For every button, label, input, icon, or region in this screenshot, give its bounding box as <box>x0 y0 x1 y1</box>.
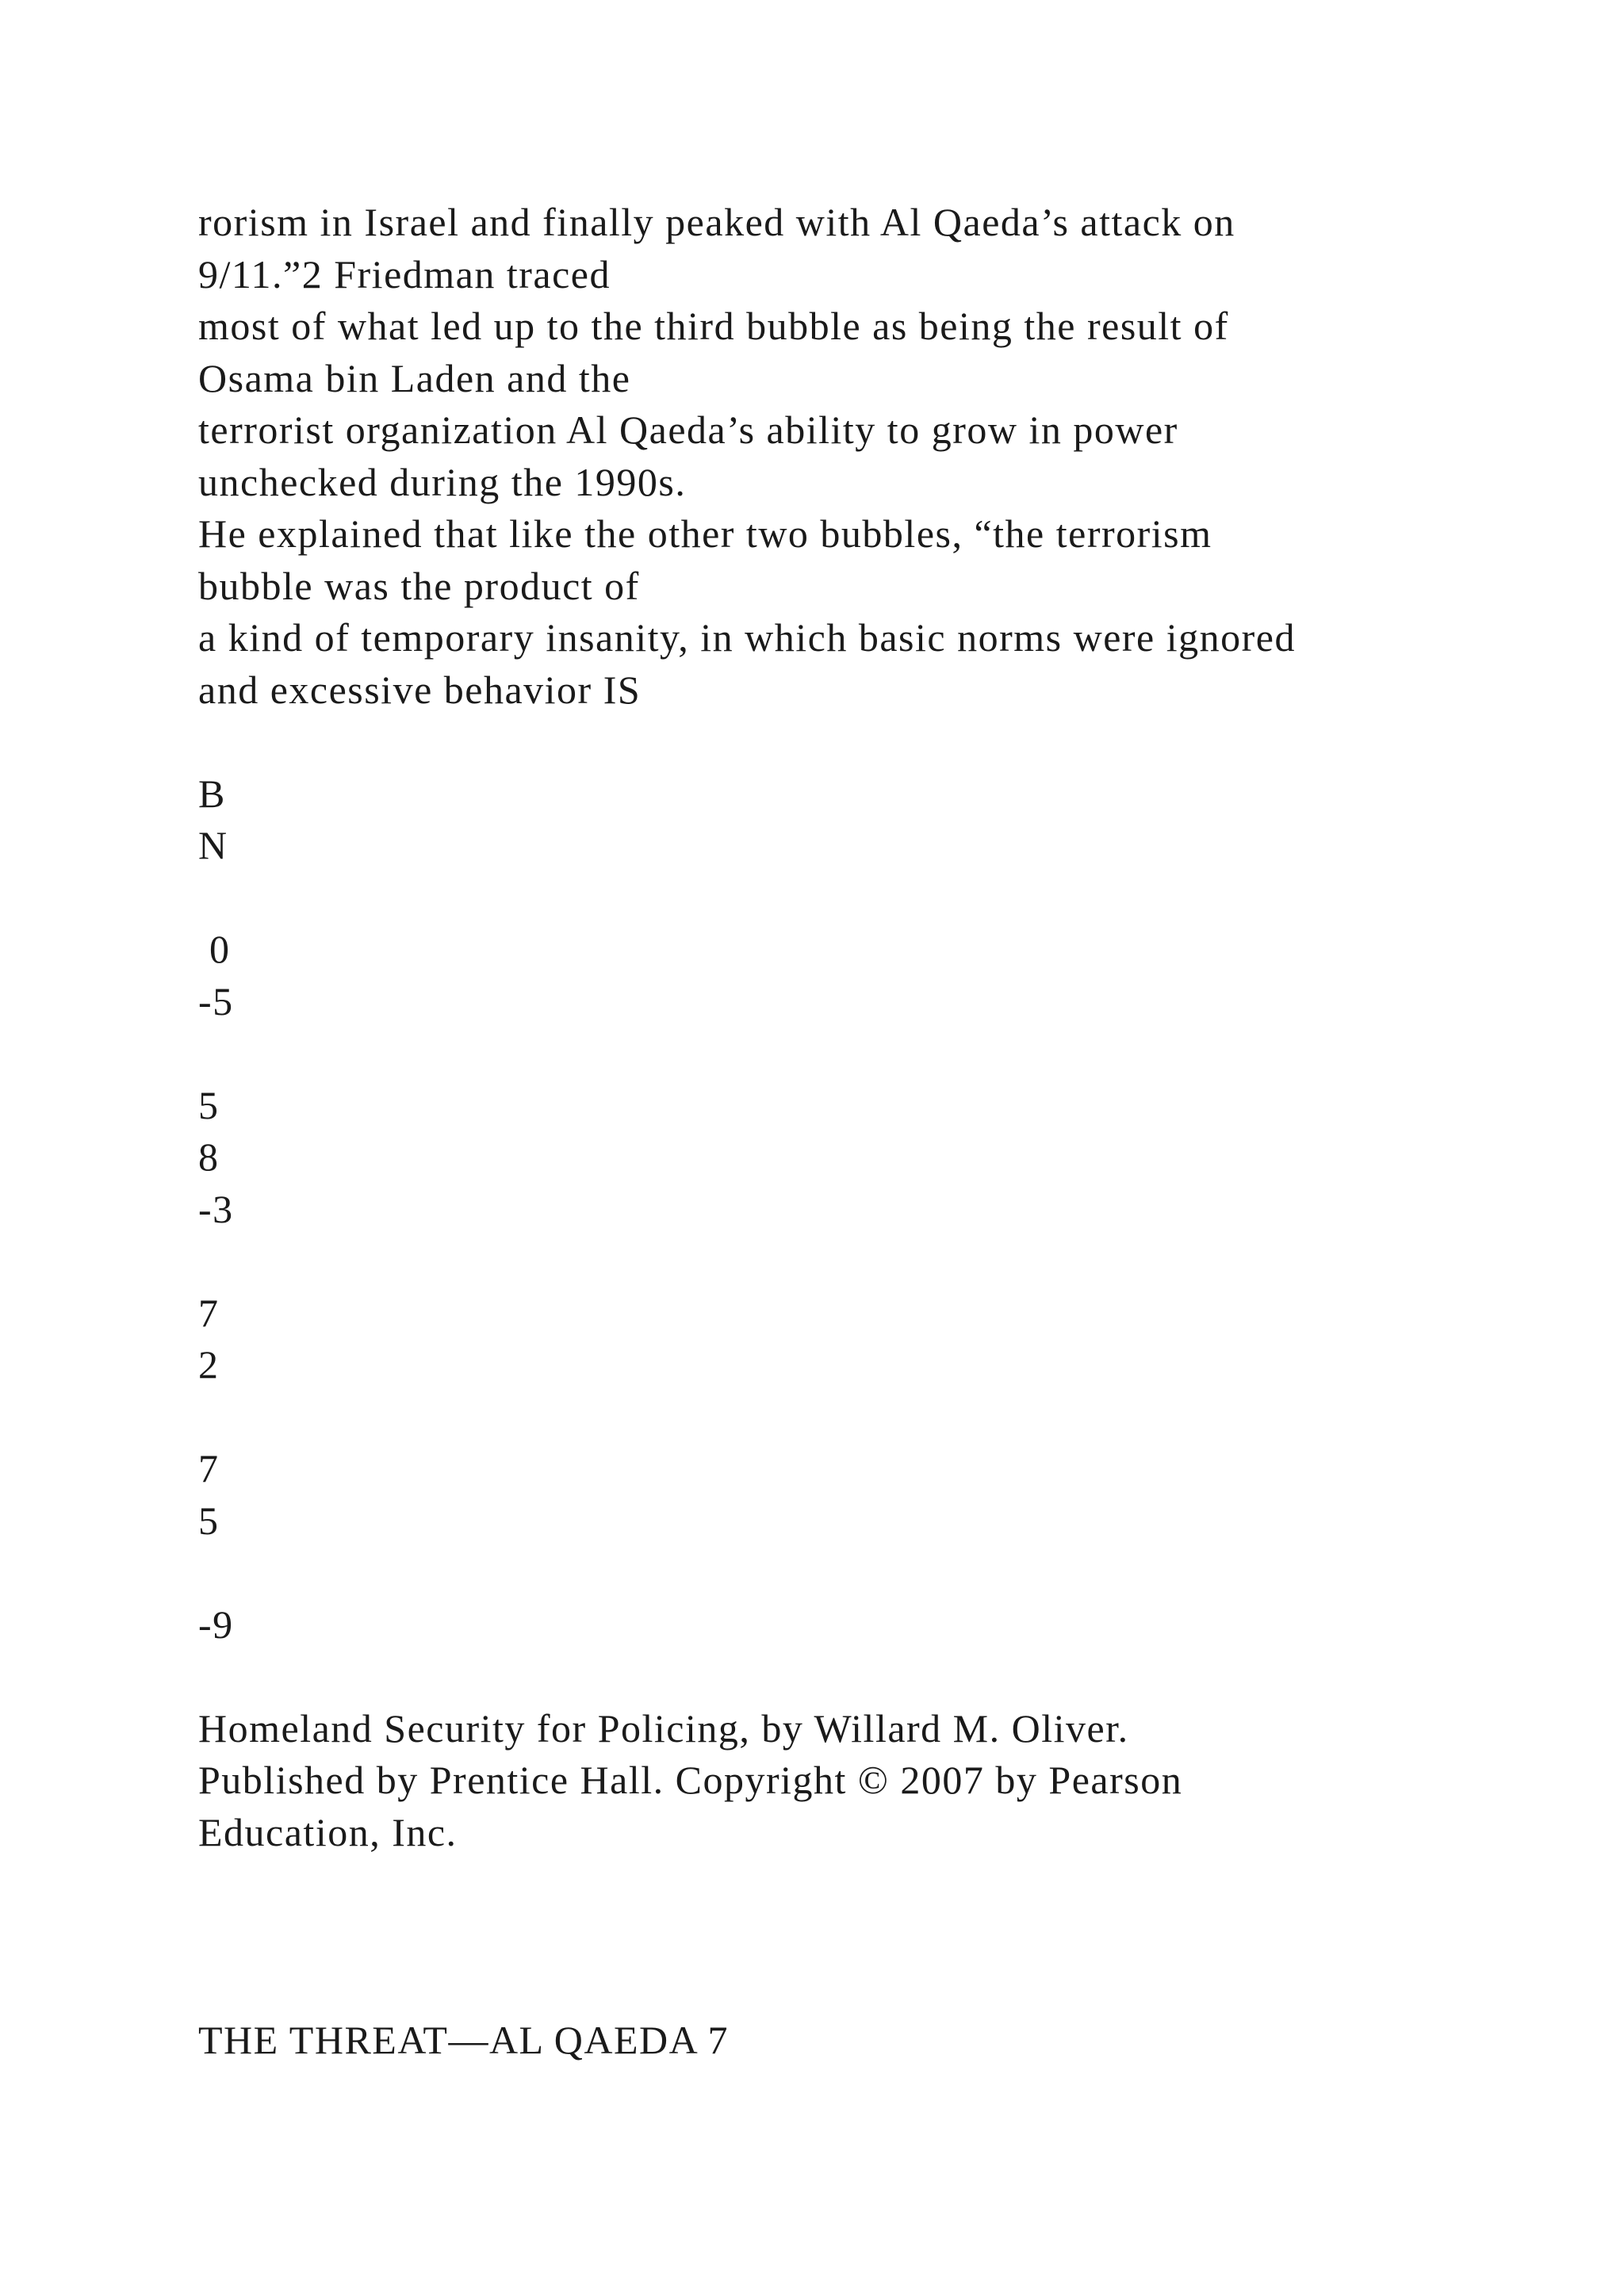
text-line: Osama bin Laden and the <box>198 355 631 400</box>
blank-line <box>198 1027 1546 1080</box>
text-line: bubble was the product of <box>198 563 640 608</box>
text-line: He explained that like the other two bubbles, “the terrorism <box>198 511 1212 556</box>
blank-line <box>198 872 1546 924</box>
blank-line <box>198 1547 1546 1599</box>
text-line: 7 <box>198 1290 220 1335</box>
text-line: and excessive behavior IS <box>198 667 642 712</box>
text-line: 7 <box>198 1446 220 1490</box>
text-line: 5 <box>198 1498 220 1543</box>
text-line: -5 <box>198 978 234 1024</box>
text-line: rorism in Israel and finally peaked with Al Qaeda’s attack on <box>198 200 1235 244</box>
citation-line: Homeland Security for Policing, by Willard M. Oliver. <box>198 1705 1129 1751</box>
text-line: 9/11.”2 Friedman traced <box>198 251 611 297</box>
text-line: -9 <box>198 1601 234 1647</box>
blank-line <box>198 1391 1546 1444</box>
blank-line <box>198 1962 1546 2015</box>
text-line: N <box>198 823 228 867</box>
blank-line <box>198 1858 1546 1911</box>
text-line: terrorist organization Al Qaeda’s ability to grow in power <box>198 408 1178 452</box>
text-line: unchecked during the 1990s. <box>198 459 687 504</box>
text-line: a kind of temporary insanity, in which basic norms were ignored <box>198 615 1296 660</box>
page-text <box>198 197 1546 2066</box>
blank-line <box>198 1235 1546 1288</box>
text-line: 0 <box>198 927 231 971</box>
text-line: B <box>198 771 226 816</box>
text-line: 5 <box>198 1082 220 1127</box>
text-line: -3 <box>198 1186 234 1231</box>
blank-line <box>198 1911 1546 1963</box>
text-line: 2 <box>198 1342 220 1387</box>
blank-line <box>198 716 1546 768</box>
text-line: 8 <box>198 1135 220 1179</box>
citation-line: Published by Prentice Hall. Copyright © 2007 by Pearson <box>198 1758 1183 1802</box>
blank-line <box>198 1651 1546 1703</box>
citation-line: Education, Inc. <box>198 1809 458 1854</box>
running-footer: THE THREAT—AL QAEDA 7 <box>198 2017 729 2062</box>
text-line: most of what led up to the third bubble as being the result of <box>198 304 1229 348</box>
